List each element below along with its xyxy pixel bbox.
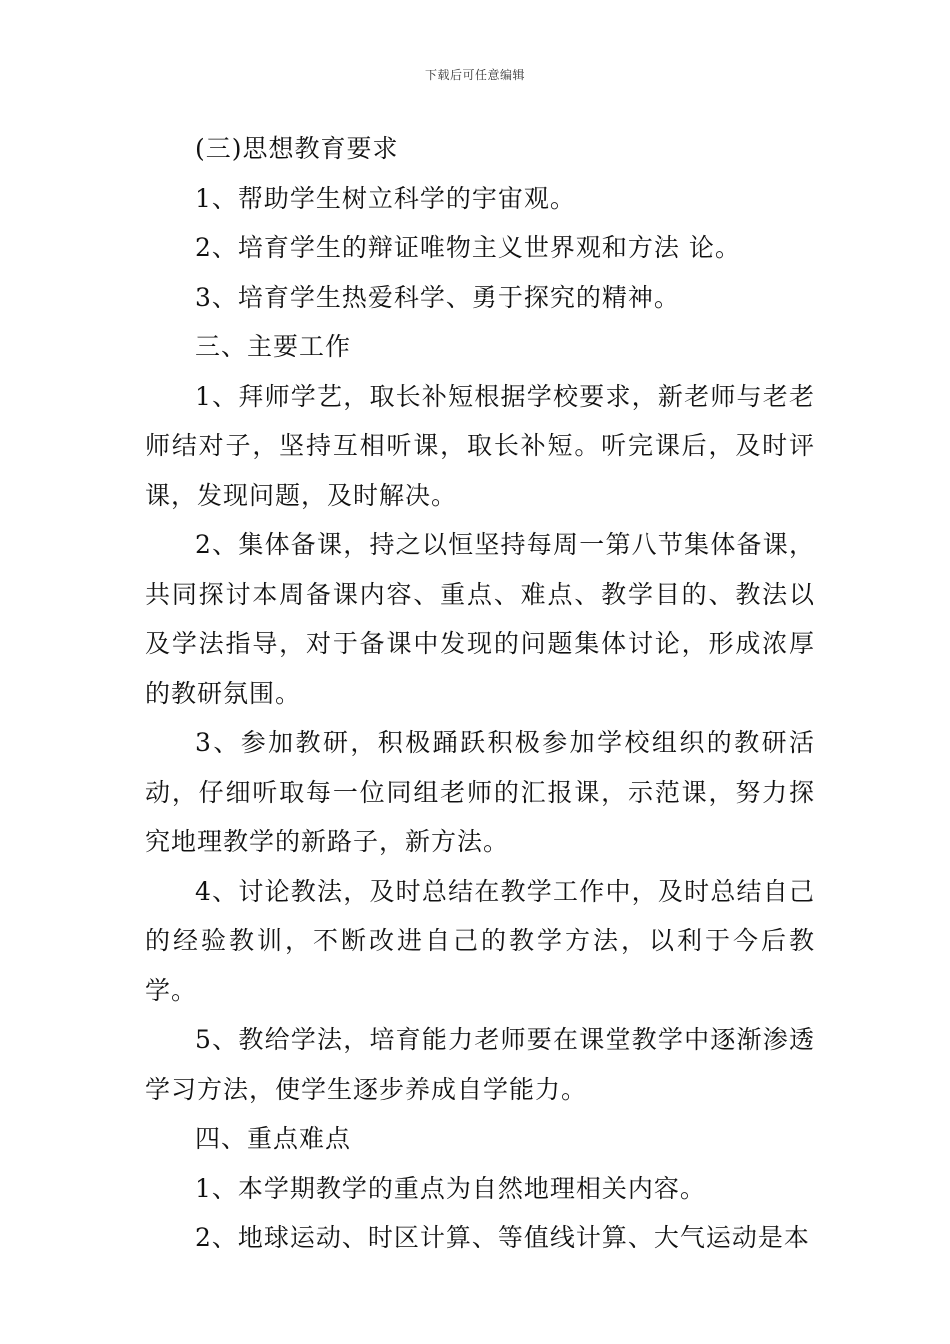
list-item: 3、培育学生热爱科学、勇于探究的精神。 (195, 282, 680, 312)
paragraph: 1、拜师学艺，取长补短根据学校要求，新老师与老老师结对子，坚持互相听课，取长补短。听完课后，及时评课，发现问题，及时解决。 (145, 381, 815, 510)
paragraph: 4、讨论教法，及时总结在教学工作中，及时总结自己的经验教训，不断改进自己的教学方法，以利于今后教学。 (145, 876, 815, 1005)
list-item: 1、帮助学生树立科学的宇宙观。 (195, 183, 576, 213)
section-heading-main-work: 三、主要工作 (195, 332, 352, 361)
paragraph: 3、参加教研，积极踊跃积极参加学校组织的教研活动，仔细听取每一位同组老师的汇报课，示范课，努力探究地理教学的新路子，新方法。 (145, 728, 815, 856)
list-item: 2、地球运动、时区计算、等值线计算、大气运动是本 (195, 1223, 810, 1252)
paragraph: 5、教给学法，培育能力老师要在课堂教学中逐渐渗透学习方法，使学生逐步养成自学能力。 (145, 1025, 815, 1104)
list-item: 2、培育学生的辩证唯物主义世界观和方法 论。 (195, 233, 741, 262)
page-header: 下载后可任意编辑 (424, 68, 525, 82)
section-heading-ideological-education: (三)思想教育要求 (195, 134, 399, 163)
list-item: 1、本学期教学的重点为自然地理相关内容。 (195, 1173, 706, 1203)
document-body (145, 124, 815, 1263)
section-heading-key-difficulties: 四、重点难点 (195, 1124, 352, 1153)
paragraph: 2、集体备课，持之以恒坚持每周一第八节集体备课，共同探讨本周备课内容、重点、难点、教学目的、教法以及学法指导，对于备课中发现的问题集体讨论，形成浓厚的教研氛围。 (145, 530, 815, 708)
